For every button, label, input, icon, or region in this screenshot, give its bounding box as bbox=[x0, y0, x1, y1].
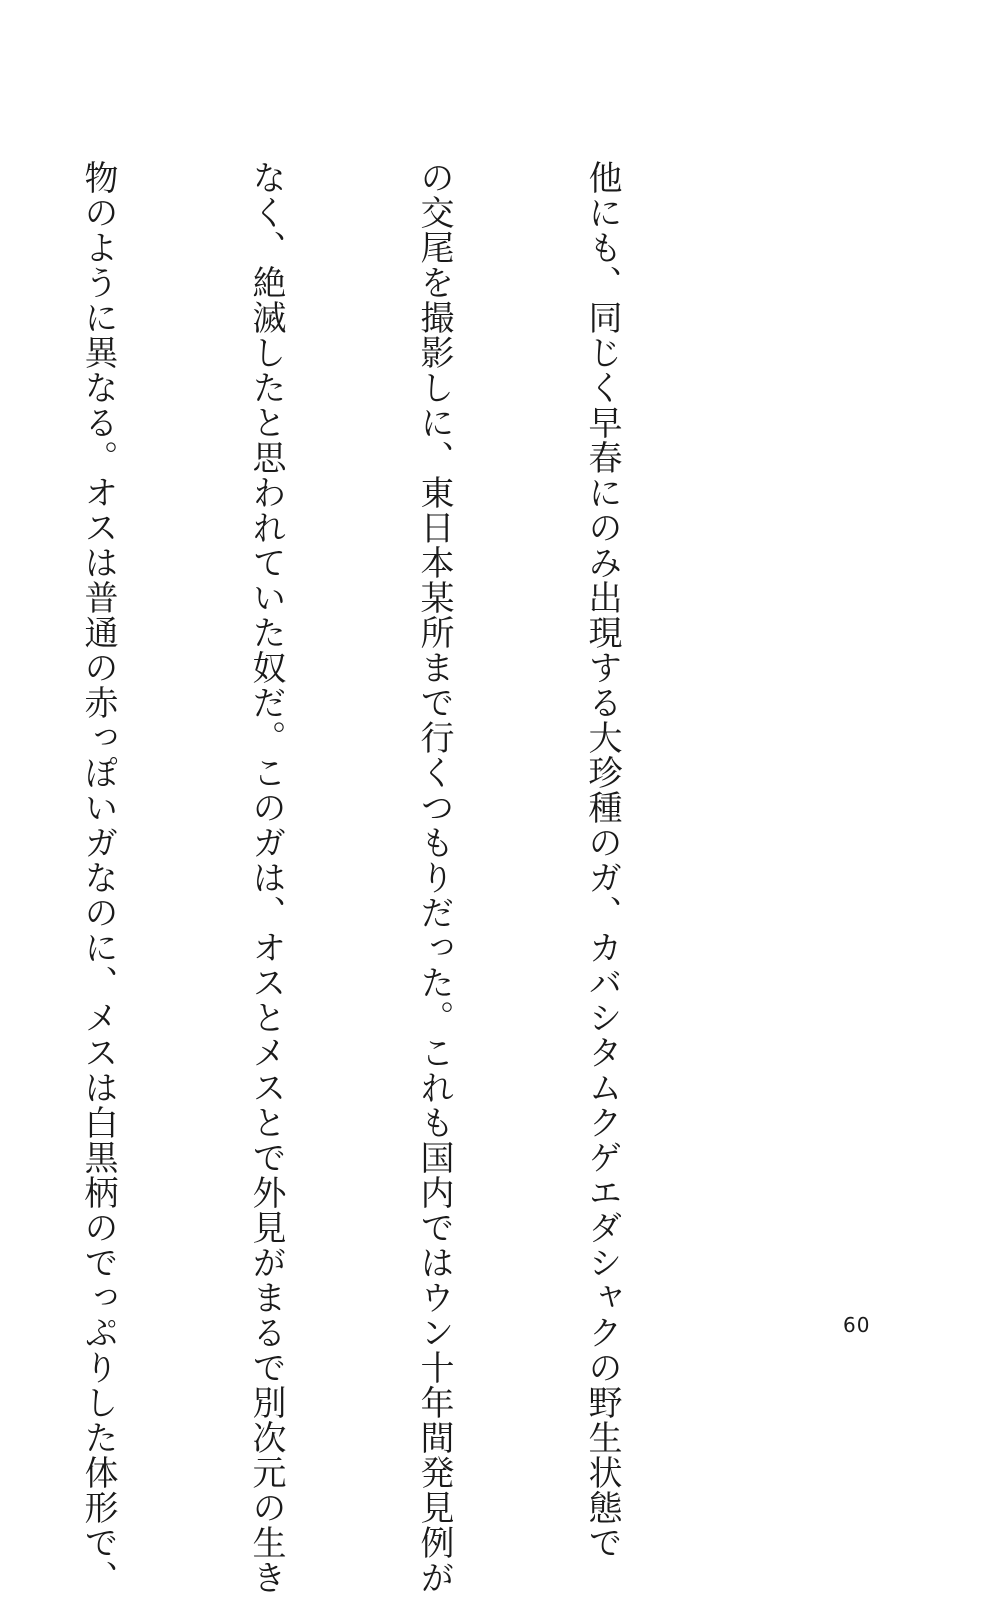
text-line: なく、絶滅したと思われていた奴だ。このガは、オスとメスとで外見がまるで別次元の生き bbox=[246, 160, 286, 1595]
text-line: 他にも、同じく早春にのみ出現する大珍種のガ、カバシタムクゲエダシャクの野生状態で bbox=[582, 160, 622, 1560]
page-number: 60 bbox=[843, 1313, 871, 1337]
text-line: の交尾を撮影しに、東日本某所まで行くつもりだった。これも国内ではウン十年間発見例が bbox=[414, 160, 454, 1595]
text-line: 物のように異なる。オスは普通の赤っぽいガなのに、メスは白黒柄のでっぷりした体形で、 bbox=[78, 160, 118, 1595]
vertical-body-text bbox=[0, 160, 742, 1595]
